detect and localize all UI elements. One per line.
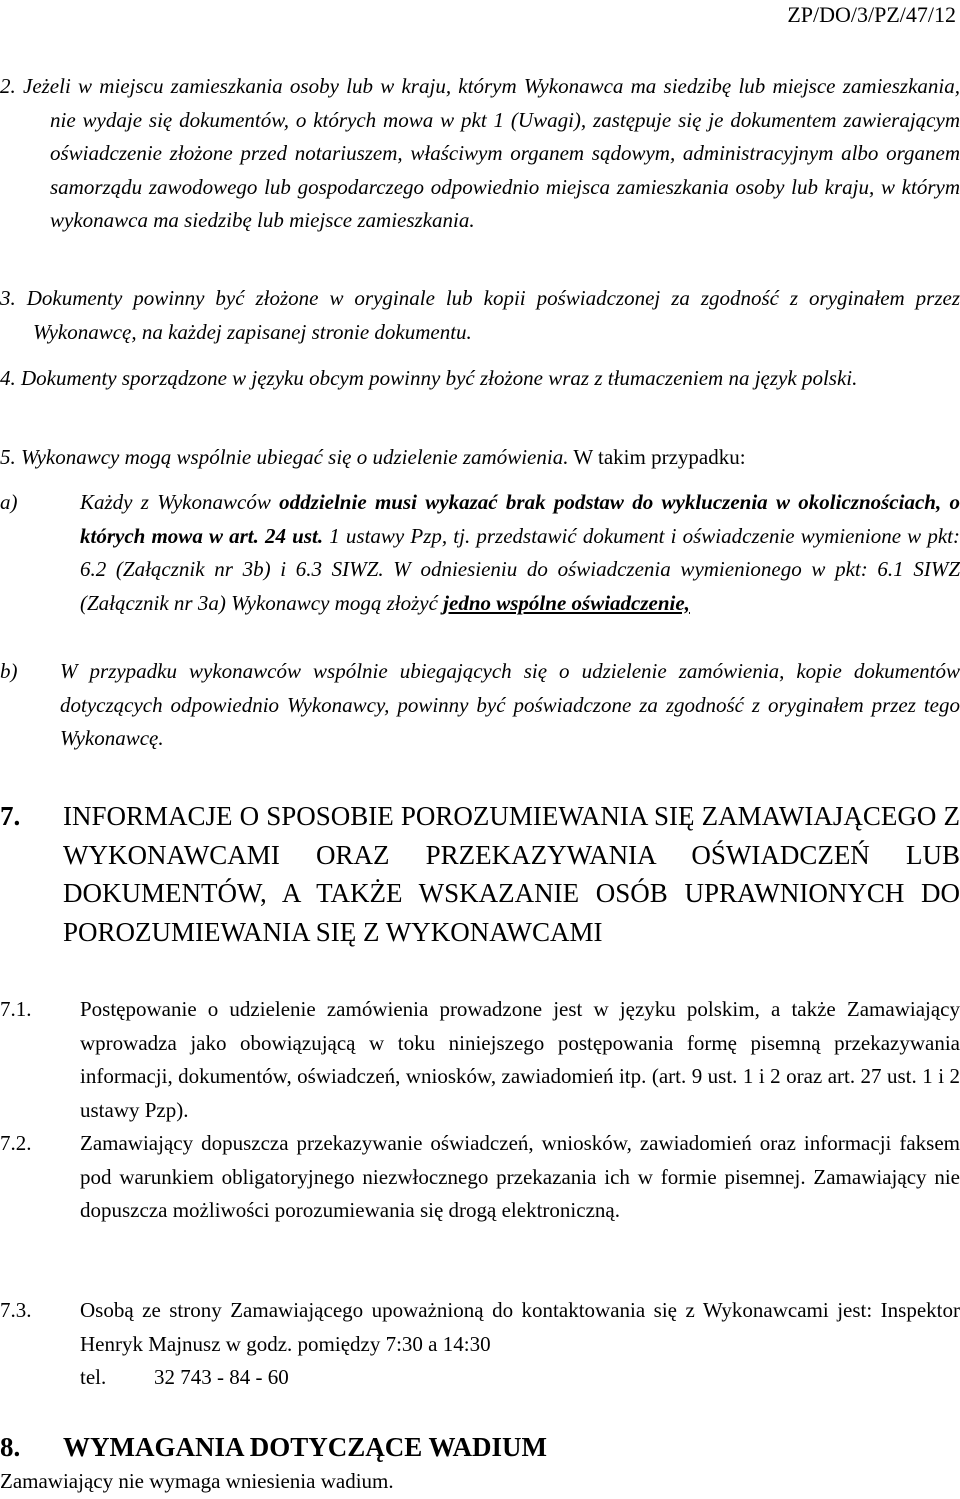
item-a — [0, 486, 960, 620]
section-7-number: 7. — [0, 801, 21, 831]
paragraph-5 — [0, 441, 960, 475]
section-8-text: Zamawiający nie wymaga wniesienia wadium. — [0, 1469, 394, 1493]
item-b — [0, 655, 960, 756]
item-a-text-3: 1 — [323, 523, 346, 548]
item-7-1-text: Postępowanie o udzielenie zamówienia prowadzone jest w języku polskim, a także Zamawiający wprowadza jako obowiązującą w toku niniejszego postępowania formę pisemną przekazywania informacji, dokumentów, oświadczeń, wniosków, zawiadomień itp. (art. 9 ust. 1 i 2 oraz art. 27 ust. 1 i 2 ustawy Pzp). — [80, 997, 960, 1122]
item-7-2-text: Zamawiający dopuszcza przekazywanie oświadczeń, wniosków, zawiadomień oraz informacji faksem pod warunkiem obligatoryjnego niezwłocznego przekazania ich w formie pisemnej. Zamawiający nie dopuszcza możliwości porozumiewania się drogą elektroniczną. — [80, 1131, 960, 1222]
section-8-number: 8. — [0, 1432, 21, 1462]
item-b-body: W przypadku wykonawców wspólnie ubiegających się o udzielenie zamówienia, kopie dokumentów dotyczących odpowiednio Wykonawcy, powinny być poświadczone za zgodność z oryginałem przez tego Wykonawcę. — [60, 659, 960, 750]
document-reference: ZP/DO/3/PZ/47/12 — [787, 2, 956, 27]
item-7-1-number: 7.1. — [0, 997, 32, 1021]
section-8-title: WYMAGANIA DOTYCZĄCE WADIUM — [63, 1432, 548, 1462]
paragraph-3-text: 3. Dokumenty powinny być złożone w oryginale lub kopii poświadczonej za zgodność z oryginałem przez Wykonawcę, na każdej zapisanej stronie dokumentu. — [0, 286, 960, 344]
phone-label: tel. — [80, 1365, 107, 1389]
paragraph-3 — [0, 282, 960, 349]
item-7-3-text: Osobą ze strony Zamawiającego upoważnioną do kontaktowania się z Wykonawcami jest: Inspektor Henryk Majnusz w godz. pomiędzy 7:30 a 14:30 — [80, 1298, 960, 1356]
item-7-2-number: 7.2. — [0, 1131, 32, 1155]
paragraph-5-text-b: W takim przypadku: — [568, 445, 746, 469]
item-a-label: a) — [0, 490, 18, 514]
contact-phone — [0, 1361, 960, 1395]
paragraph-2-text: 2. Jeżeli w miejscu zamieszkania osoby lub w kraju, którym Wykonawca ma siedzibę lub miejsce zamieszkania, nie wydaje się dokumentów, o których mowa w pkt 1 (Uwagi), zastępuje się je dokumentem zawierającym oświadczenie złożone przed notariuszem, właściwym organem sądowym, administracyjnym albo organem samorządu zawodowego lub gospodarczego odpowiednio miejsca zamieszkania osoby lub kraju, w którym wykonawca ma siedzibę lub miejsce zamieszkania. — [0, 74, 960, 232]
item-7-2 — [0, 1127, 960, 1228]
item-7-3 — [0, 1294, 960, 1361]
paragraph-5-text-a: 5. Wykonawcy mogą wspólnie ubiegać się o udzielenie zamówienia. — [0, 445, 569, 469]
paragraph-2 — [0, 70, 960, 238]
phone-number: 32 743 - 84 - 60 — [154, 1365, 289, 1389]
paragraph-4-text: 4. Dokumenty sporządzone w języku obcym powinny być złożone wraz z tłumaczeniem na język polski. — [0, 366, 858, 390]
item-a-text-5: jedno wspólne oświadczenie, — [443, 590, 690, 615]
paragraph-4 — [0, 362, 960, 396]
item-7-1 — [0, 993, 960, 1127]
item-a-text-2: oddzielnie musi wykazać brak podstaw do wykluczenia w okolicznościach, o których mowa w art. 24 ust. — [80, 490, 960, 548]
item-a-text-4: ustawy Pzp, tj. przedstawić dokument i oświadczenie wymienione w pkt: 6.2 (Załącznik nr 3b) i 6.3 SIWZ. W odniesieniu do oświadczenia wymienionego w pkt: 6.1 SIWZ (Załącznik nr 3a) Wykonawcy mogą złożyć — [80, 523, 960, 615]
item-a-body — [80, 486, 960, 620]
item-7-3-number: 7.3. — [0, 1298, 32, 1322]
section-7-heading — [0, 797, 960, 951]
item-b-label: b) — [0, 659, 18, 683]
section-8-heading — [0, 1428, 960, 1467]
section-7-title: INFORMACJE O SPOSOBIE POROZUMIEWANIA SIĘ ZAMAWIAJĄCEGO Z WYKONAWCAMI ORAZ PRZEKAZYWANIA OŚWIADCZEŃ LUB DOKUMENTÓW, A TAKŻE WSKAZANIE OSÓB UPRAWNIONYCH DO POROZUMIEWANIA SIĘ Z WYKONAWCAMI — [63, 801, 960, 947]
item-a-text-1: Każdy z Wykonawców — [80, 490, 280, 514]
